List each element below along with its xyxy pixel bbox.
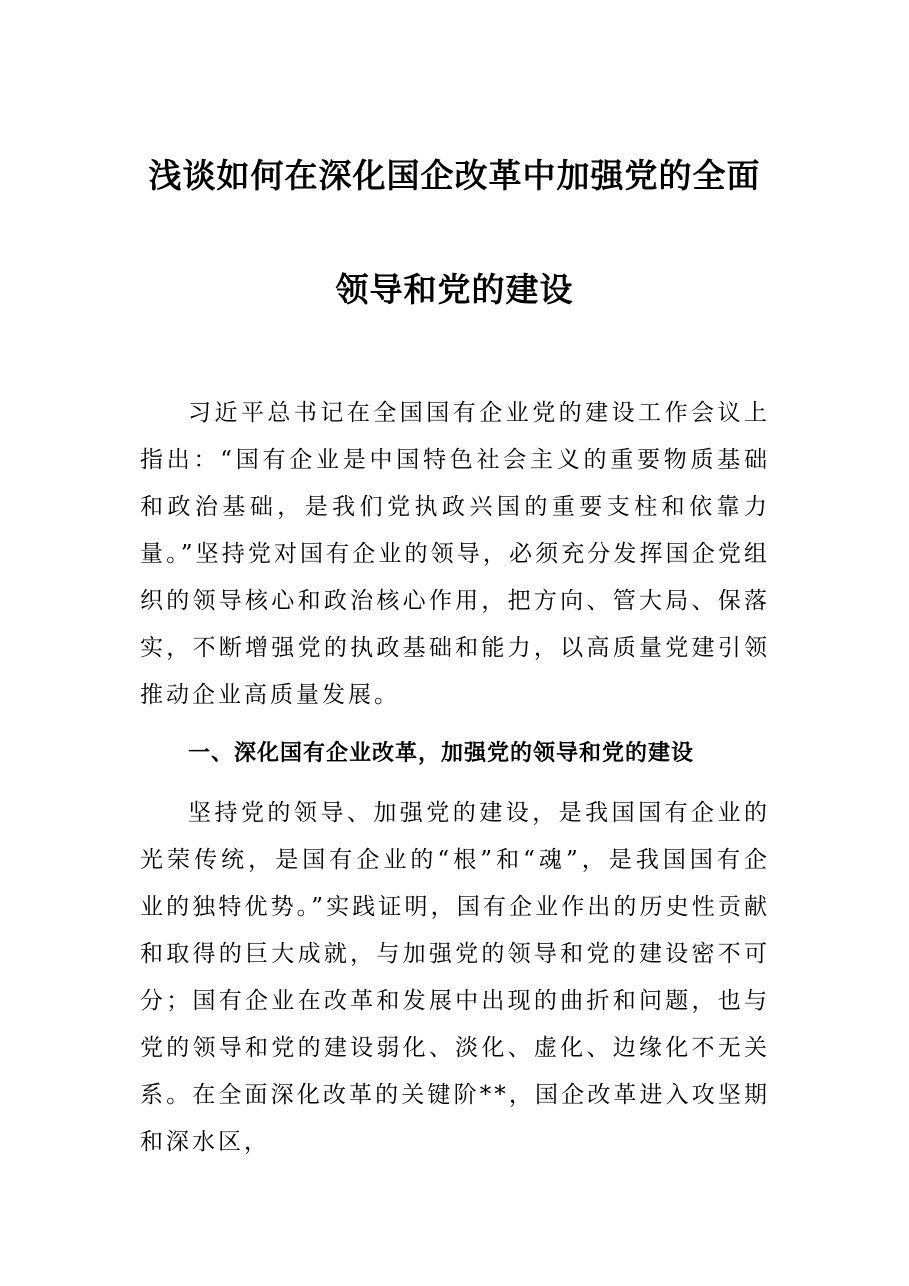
document-title-line-2: 领导和党的建设 [335,270,574,309]
section1-paragraph: 坚持党的领导、加强党的建设，是我国国有企业的光荣传统，是国有企业的“根”和“魂”，是我国国有企业的独特优势。”实践证明，国有企业作出的历史性贡献和取得的巨大成就，与加强党的领导和党的建设密不可分；国有企业在改革和发展中出现的曲折和问题，也与党的领导和党的建设弱化、淡化、虚化、边缘化不无关系。在全面深化改革的关键阶**，国企改革进入攻坚期和深水区， [140,800,770,1155]
intro-paragraph-block [140,390,770,719]
intro-paragraph: 习近平总书记在全国国有企业党的建设工作会议上指出：“国有企业是中国特色社会主义的重要物质基础和政治基础，是我们党执政兴国的重要支柱和依靠力量。”坚持党对国有企业的领导，必须充分发挥国企党组织的领导核心和政治核心作用，把方向、管大局、保落实，不断增强党的执政基础和能力，以高质量党建引领推动企业高质量发展。 [140,400,770,708]
document-title-line-1: 浅谈如何在深化国企改革中加强党的全面 [148,156,761,195]
section1-paragraph-block [140,790,770,1166]
section-heading-1: 一、深化国有企业改革，加强党的领导和党的建设 [188,741,695,766]
